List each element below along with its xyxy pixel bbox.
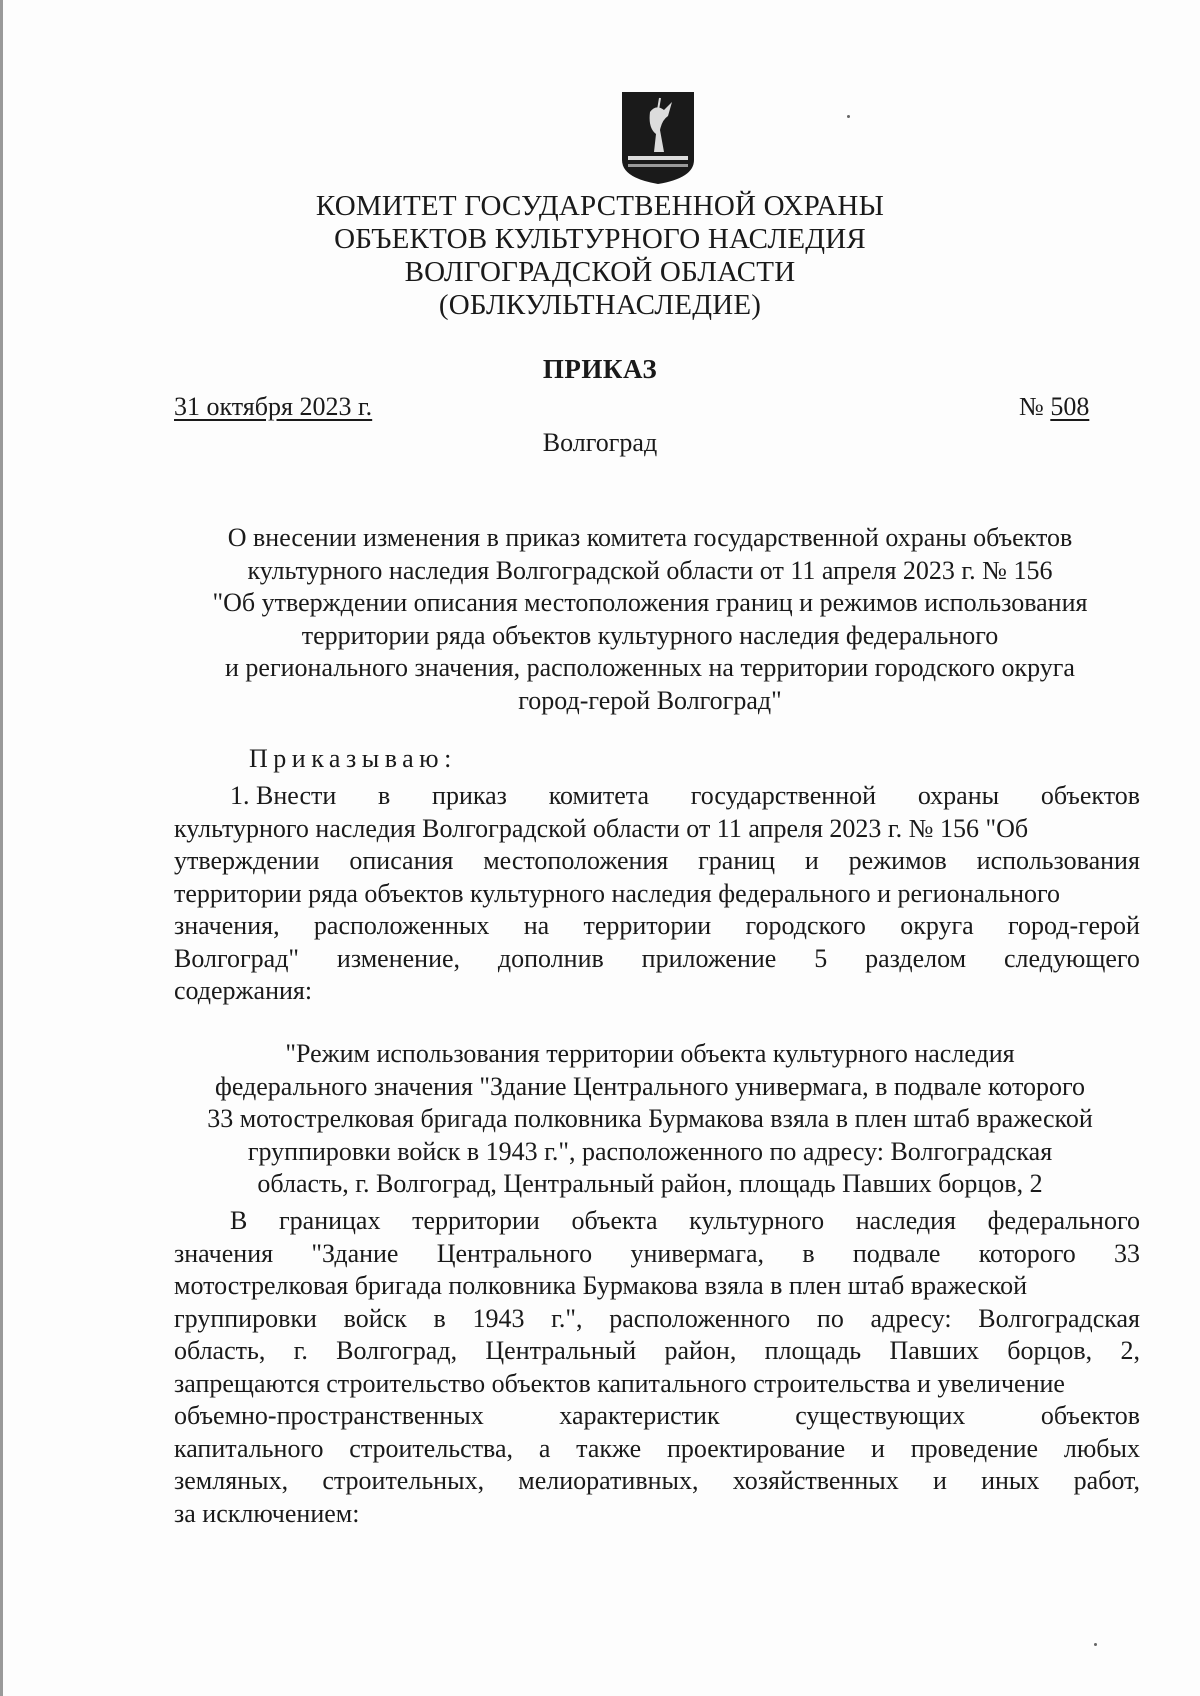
word: Волгоград, bbox=[336, 1336, 458, 1365]
paragraph-line bbox=[174, 1205, 1140, 1238]
document-city: Волгоград bbox=[542, 428, 658, 457]
paragraph-line bbox=[174, 845, 1140, 878]
quote-line: "Режим использования территории объекта культурного наследия bbox=[285, 1039, 1015, 1068]
word: Центральный bbox=[485, 1336, 637, 1365]
word: и bbox=[804, 846, 819, 875]
word: территории bbox=[583, 911, 712, 940]
word: по bbox=[816, 1303, 844, 1333]
title-line: и регионального значения, расположенных на территории городского округа bbox=[225, 653, 1075, 682]
word: строительства, bbox=[349, 1433, 514, 1463]
document-type: ПРИКАЗ bbox=[542, 354, 658, 384]
word: федерального bbox=[987, 1206, 1140, 1235]
paragraph-line bbox=[174, 1270, 1140, 1303]
word: капитального bbox=[174, 1433, 324, 1463]
word: универмага, bbox=[630, 1238, 765, 1268]
title-line: О внесении изменения в приказ комитета государственной охраны объектов bbox=[227, 523, 1073, 552]
word: строительных, bbox=[322, 1466, 485, 1495]
word: 33 bbox=[1113, 1238, 1140, 1268]
order-word: Приказываю: bbox=[249, 744, 457, 773]
word: границах bbox=[278, 1206, 381, 1235]
word: объемно-пространственных bbox=[174, 1401, 484, 1430]
word: также bbox=[576, 1433, 642, 1463]
word: приложение bbox=[641, 943, 777, 973]
word: мелиоративных, bbox=[518, 1466, 699, 1495]
word: площадь bbox=[764, 1336, 862, 1365]
word: 5 bbox=[814, 943, 828, 973]
quote-line: федерального значения "Здание Центрального универмага, в подвале которого bbox=[214, 1071, 1085, 1101]
word: утверждении bbox=[174, 846, 320, 875]
word: а bbox=[538, 1433, 551, 1463]
word: использования bbox=[976, 846, 1140, 875]
organization-name bbox=[300, 190, 900, 322]
document-date: 31 октября 2023 г. bbox=[174, 392, 373, 421]
paragraph-line bbox=[174, 975, 1140, 1008]
word: подвале bbox=[852, 1238, 941, 1268]
word: территории bbox=[412, 1206, 540, 1235]
paragraph-3 bbox=[174, 1205, 1140, 1530]
word: и bbox=[932, 1466, 947, 1495]
volgograd-coat-of-arms-icon bbox=[620, 90, 696, 186]
org-line: ВОЛГОГРАДСКОЙ ОБЛАСТИ bbox=[404, 256, 796, 288]
word: разделом bbox=[865, 943, 967, 973]
word: объекта bbox=[571, 1206, 658, 1235]
word: культурного bbox=[689, 1206, 825, 1235]
word: любых bbox=[1063, 1433, 1140, 1463]
word: г. bbox=[293, 1336, 308, 1365]
number-prefix: № bbox=[1019, 392, 1044, 421]
word: 2, bbox=[1120, 1336, 1140, 1365]
org-line: (ОБЛКУЛЬТНАСЛЕДИЕ) bbox=[438, 289, 762, 321]
paragraph-line bbox=[174, 1433, 1140, 1466]
document-number bbox=[1019, 392, 1089, 422]
word: описания bbox=[349, 846, 454, 875]
quote-line: область, г. Волгоград, Центральный район, площадь Павших борцов, 2 bbox=[257, 1169, 1043, 1198]
paragraph-line bbox=[174, 910, 1140, 943]
word: проведение bbox=[910, 1433, 1039, 1463]
word: В bbox=[230, 1206, 248, 1235]
word: работ, bbox=[1073, 1466, 1140, 1495]
paragraph-line bbox=[174, 1465, 1140, 1498]
word: город-герой bbox=[1008, 911, 1140, 940]
document-title bbox=[170, 522, 1130, 717]
paragraph-line bbox=[174, 1303, 1140, 1336]
word: охраны bbox=[917, 781, 1000, 810]
word: проектирование bbox=[666, 1433, 846, 1463]
number-value: 508 bbox=[1050, 392, 1090, 421]
regime-heading bbox=[150, 1038, 1150, 1201]
paragraph-line bbox=[174, 1238, 1140, 1271]
word: на bbox=[523, 911, 550, 940]
quote-line: группировки войск в 1943 г.", расположенного по адресу: Волгоградская bbox=[247, 1136, 1053, 1166]
word: Волгоградская bbox=[978, 1303, 1140, 1333]
word: территории ряда объектов культурного наследия федерального и регионального bbox=[174, 878, 1061, 908]
word: режимов bbox=[848, 846, 947, 875]
paragraph-line bbox=[174, 780, 1140, 813]
paragraph-1 bbox=[174, 780, 1140, 1008]
org-line: КОМИТЕТ ГОСУДАРСТВЕННОЙ ОХРАНЫ bbox=[315, 190, 885, 222]
word: и bbox=[870, 1433, 885, 1463]
word: расположенных bbox=[313, 911, 490, 940]
word: район, bbox=[664, 1336, 737, 1365]
paragraph-line bbox=[174, 1368, 1140, 1401]
word: Волгоград" bbox=[174, 943, 300, 973]
scan-speck bbox=[1094, 1643, 1097, 1646]
word: запрещаются строительство объектов капитального строительства и увеличение bbox=[174, 1368, 1065, 1398]
word: 1. Внести bbox=[230, 781, 337, 810]
word: группировки bbox=[174, 1303, 317, 1333]
word: в bbox=[378, 781, 391, 810]
word: иных bbox=[981, 1466, 1040, 1495]
word: значения bbox=[174, 1238, 274, 1268]
word: изменение, bbox=[336, 943, 461, 973]
word: "Здание bbox=[311, 1238, 399, 1268]
word: местоположения bbox=[483, 846, 669, 875]
word: существующих bbox=[795, 1401, 966, 1430]
word: Павших bbox=[889, 1336, 979, 1365]
word: комитета bbox=[548, 781, 649, 810]
word: государственной bbox=[690, 781, 877, 810]
word: за исключением: bbox=[174, 1498, 360, 1528]
word: городского bbox=[745, 911, 866, 940]
quote-line: 33 мотострелковая бригада полковника Бурмакова взяла в плен штаб вражеской bbox=[207, 1104, 1093, 1133]
word: объектов bbox=[1040, 1401, 1140, 1430]
word: границ bbox=[698, 846, 776, 875]
word: культурного наследия Волгоградской области от 11 апреля 2023 г. № 156 "Об bbox=[174, 813, 1029, 843]
word: адресу: bbox=[870, 1303, 952, 1333]
title-line: территории ряда объектов культурного наследия федерального bbox=[301, 620, 999, 650]
word: дополнив bbox=[497, 943, 604, 973]
word: характеристик bbox=[559, 1401, 720, 1430]
scan-left-edge bbox=[0, 0, 3, 1696]
paragraph-line bbox=[174, 813, 1140, 846]
word: 1943 bbox=[472, 1303, 525, 1333]
word: расположенного bbox=[609, 1303, 791, 1333]
word: г.", bbox=[551, 1303, 583, 1333]
word: область, bbox=[174, 1336, 266, 1365]
title-line: город-герой Волгоград" bbox=[518, 685, 782, 715]
word: борцов, bbox=[1007, 1336, 1093, 1365]
word: содержания: bbox=[174, 976, 313, 1005]
paragraph-line bbox=[174, 1335, 1140, 1368]
paragraph-line bbox=[174, 1400, 1140, 1433]
paragraph-line bbox=[174, 943, 1140, 976]
paragraph-line bbox=[174, 878, 1140, 911]
title-line: "Об утверждении описания местоположения границ и режимов использования bbox=[212, 588, 1088, 617]
word: значения, bbox=[174, 911, 280, 940]
paragraph-line bbox=[174, 1498, 1140, 1531]
org-line: ОБЪЕКТОВ КУЛЬТУРНОГО НАСЛЕДИЯ bbox=[334, 223, 866, 255]
word: которого bbox=[978, 1238, 1076, 1268]
word: наследия bbox=[855, 1206, 956, 1235]
title-line: культурного наследия Волгоградской области от 11 апреля 2023 г. № 156 bbox=[247, 555, 1053, 585]
word: в bbox=[802, 1238, 815, 1268]
word: округа bbox=[900, 911, 974, 940]
scan-speck bbox=[847, 115, 850, 118]
word: хозяйственных bbox=[732, 1466, 899, 1495]
word: приказ bbox=[432, 781, 507, 810]
word: войск bbox=[343, 1303, 407, 1333]
word: в bbox=[433, 1303, 446, 1333]
word: Центрального bbox=[436, 1238, 593, 1268]
word: следующего bbox=[1003, 943, 1140, 973]
word: мотострелковая бригада полковника Бурмакова взяла в плен штаб вражеской bbox=[174, 1271, 1028, 1300]
word: земляных, bbox=[174, 1466, 289, 1495]
word: объектов bbox=[1040, 781, 1140, 810]
